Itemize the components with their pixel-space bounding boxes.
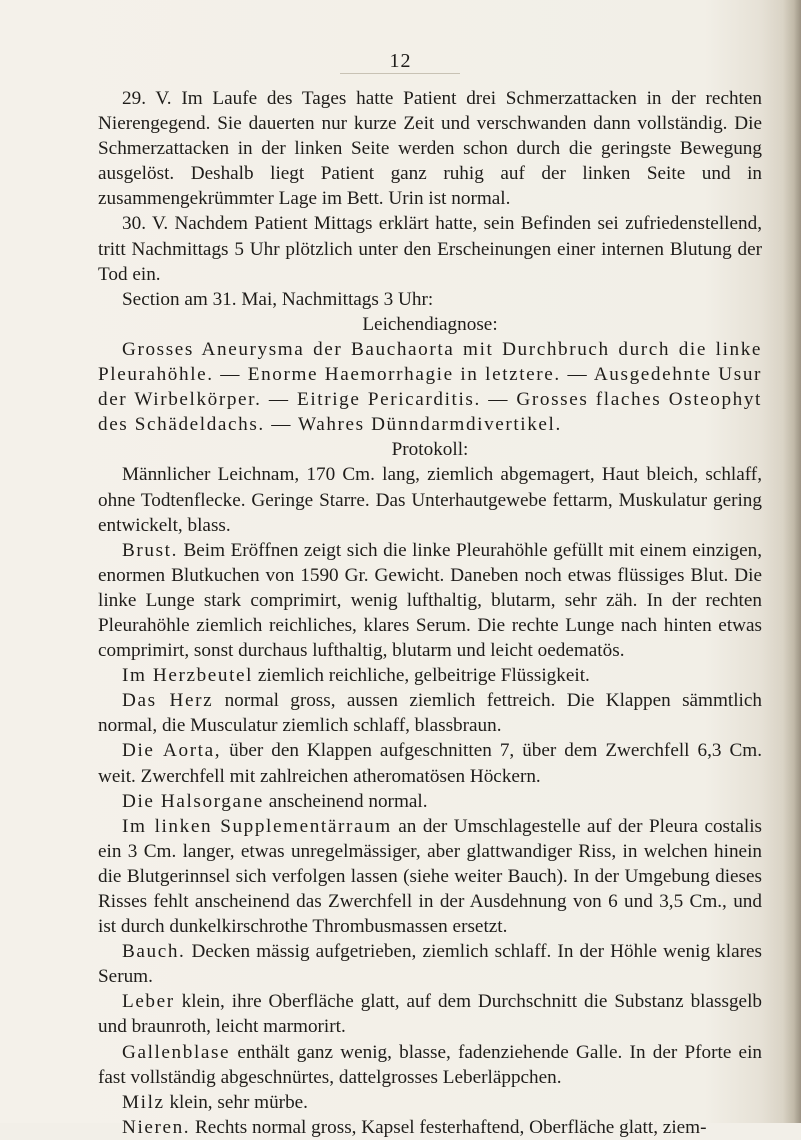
paragraph-leber <box>98 989 762 1039</box>
section-label: Im Herzbeutel <box>122 665 254 687</box>
section-date <box>98 287 762 312</box>
paragraph-text: Section am 31. Mai, Nachmittags 3 Uhr: <box>122 288 434 310</box>
paragraph-text: klein, ihre Oberfläche glatt, auf dem Durchschnitt die Substanz blassgelb und braunroth, leicht marmorirt. <box>98 991 762 1038</box>
paragraph-text: ziemlich reichliche, gelbeitrige Flüssigkeit. <box>253 665 590 687</box>
body-text <box>98 86 762 1140</box>
paragraph-text: Beim Eröffnen zeigt sich die linke Pleurahöhle gefüllt mit einem einzigen, enormen Blutkuchen von 1590 Gr. Gewicht. Daneben noch etwas flüssiges Blut. Die linke Lunge stark comprimirt, wenig lufthaltig, blutarm, sehr zäh. In der rechten Pleurahöhle ziemlich reichliches, klares Serum. Die rechte Lunge nach hinten etwas comprimirt, sonst durchaus lufthaltig, blutarm und leicht oedematös. <box>98 539 762 662</box>
paragraph-supplementaerraum <box>98 814 762 939</box>
section-label: Milz <box>122 1091 165 1113</box>
paragraph-29 <box>98 86 762 211</box>
paragraph-leichnam <box>98 462 762 537</box>
paragraph-herz <box>98 688 762 738</box>
section-label: Die Aorta, <box>122 740 222 762</box>
section-label: Im linken Supplementärraum <box>122 815 392 837</box>
section-label: Das Herz <box>122 690 214 712</box>
paragraph-milz <box>98 1090 762 1115</box>
page-number: 12 <box>389 50 412 72</box>
section-label: Brust. <box>122 539 178 561</box>
paragraph-text: Männlicher Leichnam, 170 Cm. lang, ziemlich abgemagert, Haut bleich, schlaff, ohne Todtenflecke. Geringe Starre. Das Unterhautgewebe fettarm, Muskulatur gering entwickelt, blass. <box>98 464 762 536</box>
paragraph-nieren <box>98 1115 762 1140</box>
section-label: Nieren. <box>122 1116 191 1138</box>
paragraph-halsorgane <box>98 789 762 814</box>
paragraph-herzbeutel <box>98 663 762 688</box>
heading-leichendiagnose <box>98 312 762 337</box>
paragraph-text: Grosses Aneurysma der Bauchaorta mit Durchbruch durch die linke Pleurahöhle. — Enorme Haemorrhagie in letztere. — Ausgedehnte Usur der Wirbelkörper. — Eitrige Pericarditis. — Grosses flaches Osteophyt des Schädeldachs. — Wahres Dünndarmdivertikel. <box>98 338 762 436</box>
diagnosis-paragraph <box>98 337 762 437</box>
heading-text: Protokoll: <box>391 439 469 461</box>
paragraph-text: Decken mässig aufgetrieben, ziemlich schlaff. In der Höhle wenig klares Serum. <box>98 941 762 988</box>
paragraph-text: klein, sehr mürbe. <box>164 1091 308 1113</box>
paragraph-text: 30. V. Nachdem Patient Mittags erklärt hatte, sein Befinden sei zufriedenstellend, tritt Nachmittags 5 Uhr plötzlich unter den Erscheinungen einer internen Blutung der Tod ein. <box>98 213 762 285</box>
paragraph-text: über den Klappen aufgeschnitten 7, über dem Zwerchfell 6,3 Cm. weit. Zwerchfell mit zahlreichen atheromatösen Höckern. <box>98 740 762 787</box>
paragraph-gallenblase <box>98 1040 762 1090</box>
paragraph-bauch <box>98 939 762 989</box>
paragraph-brust <box>98 538 762 663</box>
section-label: Gallenblase <box>122 1041 231 1063</box>
paragraph-text: normal gross, aussen ziemlich fettreich. Die Klappen sämmtlich normal, die Musculatur ziemlich schlaff, blassbraun. <box>98 690 763 737</box>
heading-protokoll <box>98 437 762 462</box>
paragraph-30 <box>98 211 762 286</box>
section-label: Die Halsorgane <box>122 790 264 812</box>
paragraph-text: 29. V. Im Laufe des Tages hatte Patient drei Schmerzattacken in der rechten Nierengegend. Sie dauerten nur kurze Zeit und verschwanden dann vollständig. Die Schmerzattacken in der linken Seite werden schon durch die geringste Bewegung ausgelöst. Deshalb liegt Patient ganz ruhig auf der linken Seite und in zusammengekrümmter Lage im Bett. Urin ist normal. <box>98 88 762 210</box>
paragraph-text: an der Umschlagestelle auf der Pleura costalis ein 3 Cm. langer, etwas unregelmässiger, aber glattwandiger Riss, in welchen hinein die Blutgerinnsel sich verfolgen lassen (siehe weiter Bauch). In der Umgebung dieses Risses fehlt anscheinend das Zwerchfell in der Ausdehnung von 6 und 3,5 Cm., und ist durch dunkelkirschrothe Thrombusmassen ersetzt. <box>98 815 762 938</box>
section-label: Leber <box>122 991 175 1013</box>
heading-text: Leichendiagnose: <box>362 313 498 335</box>
paragraph-text: Rechts normal gross, Kapsel festerhaftend, Oberfläche glatt, ziem- <box>190 1116 707 1138</box>
paragraph-text: enthält ganz wenig, blasse, fadenziehende Galle. In der Pforte ein fast vollständig abgeschnürtes, dattelgrosses Leberläppchen. <box>98 1041 762 1088</box>
header-rule <box>340 73 460 74</box>
paragraph-aorta <box>98 738 762 788</box>
section-label: Bauch. <box>122 941 186 963</box>
paragraph-text: anscheinend normal. <box>263 790 428 812</box>
page-edge-shadow <box>783 0 801 1123</box>
